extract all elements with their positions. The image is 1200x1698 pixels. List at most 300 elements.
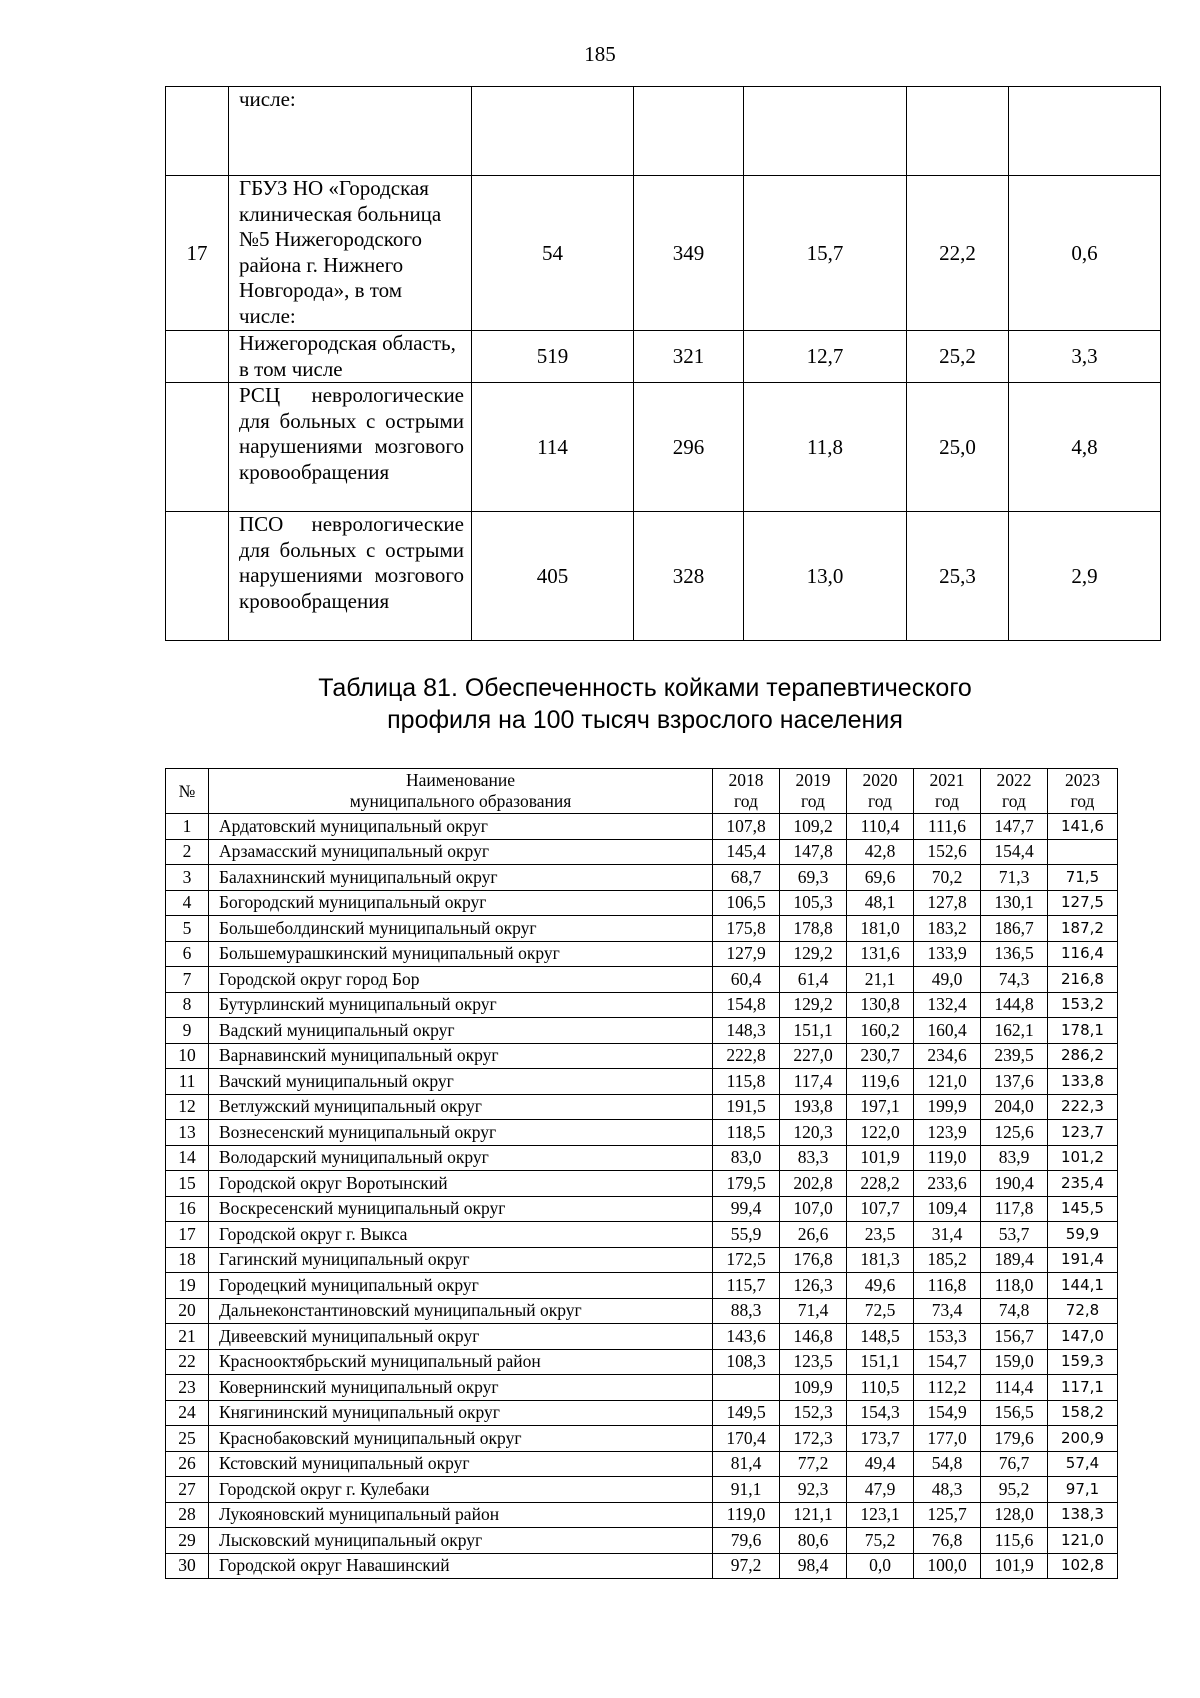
table-row (166, 1324, 1118, 1350)
value-cell: 73,4 (914, 1298, 981, 1324)
value-cell: 173,7 (847, 1426, 914, 1452)
value-cell: 296 (634, 383, 744, 512)
municipality-name-cell: Городской округ г. Кулебаки (209, 1477, 713, 1503)
value-cell: 202,8 (780, 1171, 847, 1197)
value-cell: 71,5 (1048, 865, 1118, 891)
row-name-cell: числе: (229, 87, 472, 176)
value-cell: 179,6 (981, 1426, 1048, 1452)
value-cell: 42,8 (847, 839, 914, 865)
value-cell: 22,2 (907, 176, 1009, 331)
row-name-cell: Нижегородская область, в том числе (229, 331, 472, 383)
value-cell: 179,5 (713, 1171, 780, 1197)
value-cell: 74,8 (981, 1298, 1048, 1324)
table-row (166, 1553, 1118, 1579)
header-year-value: 2023 (1065, 770, 1100, 790)
row-number-cell: 24 (166, 1400, 209, 1426)
value-cell: 55,9 (713, 1222, 780, 1248)
row-number-cell: 29 (166, 1528, 209, 1554)
header-year-value: 2022 (996, 770, 1032, 790)
value-cell: 2,9 (1009, 512, 1161, 641)
table-row (166, 967, 1118, 993)
municipality-name-cell: Лысковский муниципальный округ (209, 1528, 713, 1554)
header-name-line-1: Наименование (405, 770, 516, 790)
value-cell: 137,6 (981, 1069, 1048, 1095)
value-cell: 152,3 (780, 1400, 847, 1426)
value-cell: 115,7 (713, 1273, 780, 1299)
value-cell: 0,0 (847, 1553, 914, 1579)
value-cell: 156,7 (981, 1324, 1048, 1350)
value-cell: 121,1 (780, 1502, 847, 1528)
value-cell: 109,2 (780, 814, 847, 840)
table-row (166, 1018, 1118, 1044)
value-cell (907, 87, 1009, 176)
value-cell (634, 87, 744, 176)
value-cell: 25,3 (907, 512, 1009, 641)
value-cell: 153,3 (914, 1324, 981, 1350)
value-cell: 119,0 (914, 1145, 981, 1171)
row-number-cell: 10 (166, 1043, 209, 1069)
header-year-unit: год (868, 791, 892, 811)
table-row (166, 890, 1118, 916)
table-row (166, 331, 1161, 383)
row-number-cell: 11 (166, 1069, 209, 1095)
municipality-name-cell: Гагинский муниципальный округ (209, 1247, 713, 1273)
value-cell: 54,8 (914, 1451, 981, 1477)
value-cell: 154,8 (713, 992, 780, 1018)
value-cell: 26,6 (780, 1222, 847, 1248)
table-row (166, 512, 1161, 641)
table-row (166, 1400, 1118, 1426)
header-year-unit: год (734, 791, 758, 811)
row-number-cell: 30 (166, 1553, 209, 1579)
table-row (166, 1502, 1118, 1528)
value-cell: 126,3 (780, 1273, 847, 1299)
value-cell: 121,0 (914, 1069, 981, 1095)
row-number-cell: 25 (166, 1426, 209, 1452)
value-cell: 183,2 (914, 916, 981, 942)
value-cell: 69,3 (780, 865, 847, 891)
row-number-cell: 5 (166, 916, 209, 942)
municipality-name-cell: Городской округ г. Выкса (209, 1222, 713, 1248)
value-cell: 234,6 (914, 1043, 981, 1069)
value-cell: 405 (472, 512, 634, 641)
value-cell: 95,2 (981, 1477, 1048, 1503)
value-cell: 143,6 (713, 1324, 780, 1350)
table-row (166, 176, 1161, 331)
municipality-name-cell: Лукояновский муниципальный район (209, 1502, 713, 1528)
value-cell: 117,4 (780, 1069, 847, 1095)
value-cell: 48,3 (914, 1477, 981, 1503)
value-cell: 119,6 (847, 1069, 914, 1095)
row-number-cell: 17 (166, 1222, 209, 1248)
row-number-cell: 15 (166, 1171, 209, 1197)
row-number-cell (166, 87, 229, 176)
value-cell: 83,3 (780, 1145, 847, 1171)
value-cell: 176,8 (780, 1247, 847, 1273)
value-cell: 144,1 (1048, 1273, 1118, 1299)
value-cell: 148,5 (847, 1324, 914, 1350)
value-cell: 12,7 (744, 331, 907, 383)
value-cell: 125,7 (914, 1502, 981, 1528)
header-year (914, 769, 981, 814)
header-year-value: 2018 (728, 770, 764, 790)
value-cell: 141,6 (1048, 814, 1118, 840)
value-cell: 25,0 (907, 383, 1009, 512)
value-cell: 233,6 (914, 1171, 981, 1197)
value-cell: 68,7 (713, 865, 780, 891)
value-cell: 122,0 (847, 1120, 914, 1146)
value-cell: 72,5 (847, 1298, 914, 1324)
header-name (209, 769, 713, 814)
value-cell: 321 (634, 331, 744, 383)
value-cell: 53,7 (981, 1222, 1048, 1248)
table-row (166, 814, 1118, 840)
value-cell: 13,0 (744, 512, 907, 641)
value-cell: 222,8 (713, 1043, 780, 1069)
value-cell: 129,2 (780, 992, 847, 1018)
value-cell: 118,0 (981, 1273, 1048, 1299)
value-cell: 156,5 (981, 1400, 1048, 1426)
value-cell: 144,8 (981, 992, 1048, 1018)
header-year (981, 769, 1048, 814)
municipality-name-cell: Вадский муниципальный округ (209, 1018, 713, 1044)
row-number-cell: 7 (166, 967, 209, 993)
value-cell: 123,7 (1048, 1120, 1118, 1146)
table-row (166, 87, 1161, 176)
row-number-cell: 19 (166, 1273, 209, 1299)
value-cell: 154,9 (914, 1400, 981, 1426)
municipality-name-cell: Балахнинский муниципальный округ (209, 865, 713, 891)
table-row (166, 1043, 1118, 1069)
value-cell: 101,9 (981, 1553, 1048, 1579)
table-row (166, 1477, 1118, 1503)
row-number-cell: 14 (166, 1145, 209, 1171)
municipality-name-cell: Городской округ Навашинский (209, 1553, 713, 1579)
table-row (166, 1349, 1118, 1375)
value-cell: 151,1 (847, 1349, 914, 1375)
value-cell: 130,1 (981, 890, 1048, 916)
municipality-name-cell: Городецкий муниципальный округ (209, 1273, 713, 1299)
header-year-value: 2020 (862, 770, 898, 790)
row-number-cell: 4 (166, 890, 209, 916)
value-cell: 117,8 (981, 1196, 1048, 1222)
row-number-cell (166, 512, 229, 641)
value-cell: 204,0 (981, 1094, 1048, 1120)
value-cell: 76,7 (981, 1451, 1048, 1477)
page-number: 185 (584, 42, 616, 66)
value-cell: 127,9 (713, 941, 780, 967)
value-cell: 123,1 (847, 1502, 914, 1528)
row-number-cell: 23 (166, 1375, 209, 1401)
value-cell: 70,2 (914, 865, 981, 891)
hospital-beds-table-continuation (165, 86, 1161, 641)
value-cell: 72,8 (1048, 1298, 1118, 1324)
value-cell: 119,0 (713, 1502, 780, 1528)
table-row (166, 1298, 1118, 1324)
value-cell: 4,8 (1009, 383, 1161, 512)
value-cell: 102,8 (1048, 1553, 1118, 1579)
header-number: № (166, 769, 209, 814)
value-cell: 120,3 (780, 1120, 847, 1146)
table-row (166, 1247, 1118, 1273)
value-cell: 154,3 (847, 1400, 914, 1426)
header-year-unit: год (935, 791, 959, 811)
row-number-cell: 1 (166, 814, 209, 840)
value-cell: 0,6 (1009, 176, 1161, 331)
value-cell: 239,5 (981, 1043, 1048, 1069)
municipality-name-cell: Краснооктябрьский муниципальный район (209, 1349, 713, 1375)
value-cell: 131,6 (847, 941, 914, 967)
value-cell: 153,2 (1048, 992, 1118, 1018)
value-cell: 154,4 (981, 839, 1048, 865)
value-cell: 108,3 (713, 1349, 780, 1375)
value-cell: 130,8 (847, 992, 914, 1018)
row-number-cell: 20 (166, 1298, 209, 1324)
value-cell: 109,4 (914, 1196, 981, 1222)
row-name-cell: ГБУЗ НО «Городская клиническая больница №5 Нижегородского района г. Нижнего Новгорода», в том числе: (229, 176, 472, 331)
value-cell: 138,3 (1048, 1502, 1118, 1528)
value-cell: 47,9 (847, 1477, 914, 1503)
table-row (166, 1375, 1118, 1401)
value-cell: 115,8 (713, 1069, 780, 1095)
value-cell: 74,3 (981, 967, 1048, 993)
row-number-cell: 3 (166, 865, 209, 891)
value-cell: 81,4 (713, 1451, 780, 1477)
value-cell: 185,2 (914, 1247, 981, 1273)
value-cell: 132,4 (914, 992, 981, 1018)
value-cell: 178,1 (1048, 1018, 1118, 1044)
value-cell: 160,4 (914, 1018, 981, 1044)
value-cell: 107,0 (780, 1196, 847, 1222)
table-row (166, 1273, 1118, 1299)
value-cell: 77,2 (780, 1451, 847, 1477)
value-cell: 92,3 (780, 1477, 847, 1503)
municipality-name-cell: Городской округ Воротынский (209, 1171, 713, 1197)
caption-line-2: профиля на 100 тысяч взрослого населения (387, 706, 903, 734)
value-cell: 15,7 (744, 176, 907, 331)
table-row (166, 1222, 1118, 1248)
value-cell: 76,8 (914, 1528, 981, 1554)
table-row (166, 916, 1118, 942)
value-cell (472, 87, 634, 176)
value-cell: 49,4 (847, 1451, 914, 1477)
municipality-name-cell: Большеболдинский муниципальный округ (209, 916, 713, 942)
table-row (166, 941, 1118, 967)
value-cell: 97,1 (1048, 1477, 1118, 1503)
value-cell: 189,4 (981, 1247, 1048, 1273)
value-cell: 100,0 (914, 1553, 981, 1579)
value-cell: 147,8 (780, 839, 847, 865)
value-cell: 190,4 (981, 1171, 1048, 1197)
row-number-cell: 28 (166, 1502, 209, 1528)
value-cell: 228,2 (847, 1171, 914, 1197)
value-cell: 200,9 (1048, 1426, 1118, 1452)
row-number-cell: 27 (166, 1477, 209, 1503)
value-cell: 519 (472, 331, 634, 383)
table-row (166, 1196, 1118, 1222)
value-cell: 286,2 (1048, 1043, 1118, 1069)
value-cell: 123,9 (914, 1120, 981, 1146)
header-year-value: 2019 (795, 770, 831, 790)
value-cell: 162,1 (981, 1018, 1048, 1044)
row-number-cell: 16 (166, 1196, 209, 1222)
row-number-cell: 12 (166, 1094, 209, 1120)
row-number-cell: 6 (166, 941, 209, 967)
table-81-bed-provision (165, 768, 1118, 1579)
table-row (166, 1171, 1118, 1197)
value-cell: 172,3 (780, 1426, 847, 1452)
value-cell: 112,2 (914, 1375, 981, 1401)
value-cell: 127,5 (1048, 890, 1118, 916)
municipality-name-cell: Ардатовский муниципальный округ (209, 814, 713, 840)
municipality-name-cell: Арзамасский муниципальный округ (209, 839, 713, 865)
header-year-unit: год (1070, 791, 1095, 811)
value-cell: 154,7 (914, 1349, 981, 1375)
value-cell: 48,1 (847, 890, 914, 916)
value-cell (713, 1375, 780, 1401)
row-number-cell: 21 (166, 1324, 209, 1350)
value-cell: 106,5 (713, 890, 780, 916)
value-cell: 117,1 (1048, 1375, 1118, 1401)
row-number-cell (166, 383, 229, 512)
table-row (166, 839, 1118, 865)
value-cell: 61,4 (780, 967, 847, 993)
value-cell: 328 (634, 512, 744, 641)
value-cell: 230,7 (847, 1043, 914, 1069)
header-year-value: 2021 (929, 770, 965, 790)
municipality-name-cell: Городской округ город Бор (209, 967, 713, 993)
value-cell: 222,3 (1048, 1094, 1118, 1120)
municipality-name-cell: Вознесенский муниципальный округ (209, 1120, 713, 1146)
table-row (166, 1094, 1118, 1120)
value-cell: 199,9 (914, 1094, 981, 1120)
value-cell: 170,4 (713, 1426, 780, 1452)
value-cell: 21,1 (847, 967, 914, 993)
value-cell: 127,8 (914, 890, 981, 916)
header-year (780, 769, 847, 814)
value-cell: 216,8 (1048, 967, 1118, 993)
value-cell: 133,9 (914, 941, 981, 967)
value-cell: 191,5 (713, 1094, 780, 1120)
value-cell: 71,3 (981, 865, 1048, 891)
municipality-name-cell: Володарский муниципальный округ (209, 1145, 713, 1171)
value-cell (744, 87, 907, 176)
municipality-name-cell: Дальнеконстантиновский муниципальный округ (209, 1298, 713, 1324)
row-number-cell (166, 331, 229, 383)
value-cell: 121,0 (1048, 1528, 1118, 1554)
value-cell: 91,1 (713, 1477, 780, 1503)
value-cell: 107,7 (847, 1196, 914, 1222)
municipality-name-cell: Дивеевский муниципальный округ (209, 1324, 713, 1350)
value-cell: 118,5 (713, 1120, 780, 1146)
value-cell: 97,2 (713, 1553, 780, 1579)
value-cell: 105,3 (780, 890, 847, 916)
header-year-unit: год (801, 791, 825, 811)
municipality-name-cell: Варнавинский муниципальный округ (209, 1043, 713, 1069)
value-cell: 181,0 (847, 916, 914, 942)
value-cell: 128,0 (981, 1502, 1048, 1528)
value-cell (1009, 87, 1161, 176)
value-cell: 136,5 (981, 941, 1048, 967)
municipality-name-cell: Большемурашкинский муниципальный округ (209, 941, 713, 967)
value-cell: 83,9 (981, 1145, 1048, 1171)
row-number-cell: 13 (166, 1120, 209, 1146)
row-name-cell: ПСО неврологические для больных с острыми нарушениями мозгового кровообращения (229, 512, 472, 641)
row-number-cell: 26 (166, 1451, 209, 1477)
row-number-cell: 9 (166, 1018, 209, 1044)
table-row (166, 1069, 1118, 1095)
value-cell: 57,4 (1048, 1451, 1118, 1477)
municipality-name-cell: Кстовский муниципальный округ (209, 1451, 713, 1477)
value-cell: 187,2 (1048, 916, 1118, 942)
municipality-name-cell: Княгининский муниципальный округ (209, 1400, 713, 1426)
value-cell: 191,4 (1048, 1247, 1118, 1273)
value-cell: 79,6 (713, 1528, 780, 1554)
value-cell: 101,2 (1048, 1145, 1118, 1171)
row-number-cell: 18 (166, 1247, 209, 1273)
row-number-cell: 17 (166, 176, 229, 331)
value-cell: 235,4 (1048, 1171, 1118, 1197)
value-cell: 88,3 (713, 1298, 780, 1324)
value-cell: 181,3 (847, 1247, 914, 1273)
value-cell: 116,4 (1048, 941, 1118, 967)
value-cell: 109,9 (780, 1375, 847, 1401)
value-cell: 129,2 (780, 941, 847, 967)
value-cell: 133,8 (1048, 1069, 1118, 1095)
table-row (166, 1426, 1118, 1452)
value-cell: 3,3 (1009, 331, 1161, 383)
value-cell: 186,7 (981, 916, 1048, 942)
value-cell: 110,5 (847, 1375, 914, 1401)
municipality-name-cell: Богородский муниципальный округ (209, 890, 713, 916)
municipality-name-cell: Ковернинский муниципальный округ (209, 1375, 713, 1401)
table-row (166, 992, 1118, 1018)
table-row (166, 1145, 1118, 1171)
value-cell: 101,9 (847, 1145, 914, 1171)
header-year (713, 769, 780, 814)
value-cell: 110,4 (847, 814, 914, 840)
value-cell: 159,3 (1048, 1349, 1118, 1375)
value-cell: 177,0 (914, 1426, 981, 1452)
value-cell: 114 (472, 383, 634, 512)
value-cell: 146,8 (780, 1324, 847, 1350)
value-cell: 11,8 (744, 383, 907, 512)
row-number-cell: 2 (166, 839, 209, 865)
table-81-caption (0, 672, 1200, 736)
municipality-name-cell: Вачский муниципальный округ (209, 1069, 713, 1095)
municipality-name-cell: Бутурлинский муниципальный округ (209, 992, 713, 1018)
caption-line-1: Таблица 81. Обеспеченность койками терапевтического (318, 674, 972, 702)
value-cell: 23,5 (847, 1222, 914, 1248)
value-cell: 123,5 (780, 1349, 847, 1375)
value-cell: 54 (472, 176, 634, 331)
header-year (847, 769, 914, 814)
value-cell: 107,8 (713, 814, 780, 840)
table-row (166, 383, 1161, 512)
row-number-cell: 22 (166, 1349, 209, 1375)
value-cell: 152,6 (914, 839, 981, 865)
value-cell: 197,1 (847, 1094, 914, 1120)
value-cell: 145,4 (713, 839, 780, 865)
value-cell: 227,0 (780, 1043, 847, 1069)
header-year-unit: год (1002, 791, 1026, 811)
value-cell (1048, 839, 1118, 865)
table-row (166, 1528, 1118, 1554)
value-cell: 349 (634, 176, 744, 331)
value-cell: 114,4 (981, 1375, 1048, 1401)
table-row (166, 1120, 1118, 1146)
header-year (1048, 769, 1118, 814)
